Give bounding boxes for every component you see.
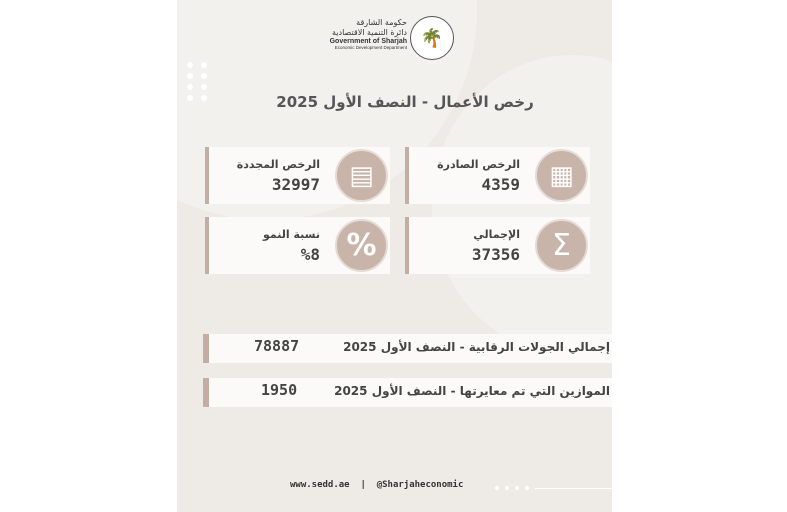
page-title: رخص الأعمال - النصف الأول 2025 — [276, 93, 534, 111]
org-dept-ar: دائرة التنمية الاقتصادية — [332, 28, 407, 37]
stat-label: الإجمالي — [473, 228, 520, 241]
bar-value: 78887 — [254, 337, 300, 355]
footer-contact: www.sedd.ae | @Sharjaheconomic — [290, 480, 464, 490]
stat-value: 32997 — [271, 175, 320, 194]
stat-card-issued — [405, 147, 590, 204]
stat-bar-scales — [203, 378, 612, 407]
stat-bar-inspections — [203, 334, 612, 363]
footer-decoration — [495, 486, 625, 490]
org-dept-en: Economic Development Department — [334, 45, 407, 50]
sigma-icon: Σ — [535, 219, 588, 272]
stat-value: %8 — [300, 245, 320, 264]
bar-value: 1950 — [261, 381, 298, 399]
stat-card-renewed — [205, 147, 390, 204]
org-name — [330, 18, 407, 50]
license-document-icon: ▦ — [535, 149, 588, 202]
bar-label: إجمالي الجولات الرقابية - النصف الأول 2025 — [343, 340, 610, 354]
stat-label: الرخص المجددة — [236, 158, 320, 171]
stat-card-total — [405, 217, 590, 274]
stat-label: نسبة النمو — [263, 228, 320, 241]
stat-card-growth — [205, 217, 390, 274]
stat-label: الرخص الصادرة — [437, 158, 520, 171]
stat-value: 37356 — [471, 245, 520, 264]
bar-label: الموازين التي تم معايرتها - النصف الأول 2025 — [334, 384, 610, 398]
decorative-dots — [187, 62, 209, 101]
sharjah-emblem-logo: 🌴 — [410, 16, 454, 60]
org-name-en: Government of Sharjah — [329, 38, 407, 45]
org-name-ar: حكومة الشارقة — [356, 18, 407, 27]
stat-value: 4359 — [481, 175, 520, 194]
renew-document-icon: ▤ — [335, 149, 388, 202]
percent-icon: % — [335, 219, 388, 272]
